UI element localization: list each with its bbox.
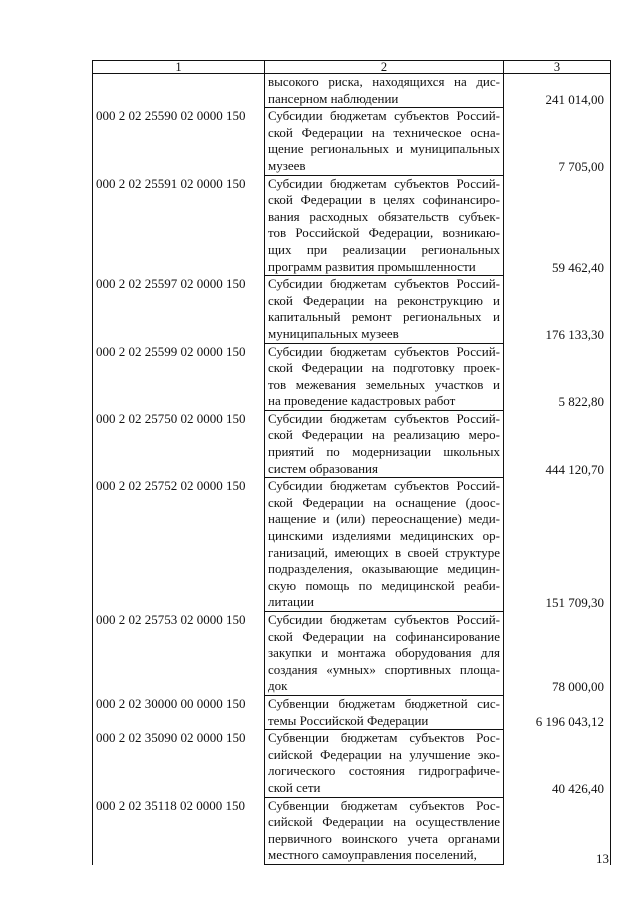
table-row: [93, 612, 611, 696]
income-name-line: местного самоуправления поселений,: [265, 847, 503, 865]
table-row: [93, 411, 611, 478]
income-name-line: создания «умных» спортивных площа-: [268, 661, 500, 677]
income-name: [265, 344, 504, 411]
income-name-line: ганизаций, имеющих в своей структуре: [268, 544, 500, 560]
page-number: 13: [596, 851, 609, 866]
income-name-line: Субсидии бюджетам субъектов Россий-: [268, 108, 500, 124]
table-row: [93, 176, 611, 277]
amount-value: 7 705,00: [504, 108, 611, 175]
income-name-line: тов межевания земельных участков и: [268, 376, 500, 392]
income-name-line: литации: [265, 594, 503, 612]
income-name-line: ской Федерации на реконструкцию и: [268, 292, 500, 308]
income-code: 000 2 02 30000 00 0000 150: [93, 696, 265, 730]
income-name-line: цинскими изделиями медицинских ор-: [268, 528, 500, 544]
amount-value: 59 462,40: [504, 176, 611, 277]
column-header-1: 1: [93, 61, 265, 74]
income-code: 000 2 02 25591 02 0000 150: [93, 176, 265, 277]
income-name-line: сийской Федерации на осуществление: [268, 814, 500, 830]
income-name-line: пансерном наблюдении: [265, 91, 503, 109]
income-code: [93, 74, 265, 109]
income-name-line: щих при реализации региональных: [268, 241, 500, 257]
income-name-line: ской Федерации на оснащение (доос-: [268, 494, 500, 510]
income-name-line: ской Федерации на реализацию меро-: [268, 427, 500, 443]
income-code: 000 2 02 25753 02 0000 150: [93, 612, 265, 696]
income-name: [265, 478, 504, 612]
income-name-line: логического состояния гидрографиче-: [268, 763, 500, 779]
income-name-line: Субвенции бюджетам бюджетной сис-: [268, 695, 500, 711]
table-body: [93, 74, 611, 865]
column-header-2: 2: [265, 61, 504, 74]
income-name-line: ской Федерации в целях софинансиро-: [268, 192, 500, 208]
income-name-line: Субсидии бюджетам субъектов Россий-: [268, 343, 500, 359]
income-name-line: закупки и монтажа оборудования для: [268, 645, 500, 661]
income-code: 000 2 02 25750 02 0000 150: [93, 411, 265, 478]
income-code: 000 2 02 25590 02 0000 150: [93, 108, 265, 175]
table-row: [93, 478, 611, 612]
amount-value: 78 000,00: [504, 612, 611, 696]
amount-value: 5 822,80: [504, 344, 611, 411]
table-row: [93, 798, 611, 865]
table-row: [93, 730, 611, 797]
income-name-line: темы Российской Федерации: [265, 713, 503, 731]
table-row: [93, 74, 611, 109]
table-row: [93, 344, 611, 411]
income-name-line: музеев: [265, 158, 503, 176]
income-name-line: Субсидии бюджетам субъектов Россий-: [268, 276, 500, 292]
income-name: [265, 612, 504, 696]
amount-value: [504, 798, 611, 865]
income-name-line: Субсидии бюджетам субъектов Россий-: [268, 612, 500, 627]
income-name-line: подразделения, оказывающие медицин-: [268, 561, 500, 577]
table-row: [93, 108, 611, 175]
income-code: 000 2 02 35090 02 0000 150: [93, 730, 265, 797]
income-name-line: тов Российской Федерации, возникаю-: [268, 225, 500, 241]
income-name: [265, 108, 504, 175]
income-name-line: ской Федерации на подготовку проек-: [268, 360, 500, 376]
table-row: [93, 276, 611, 343]
income-name-line: Субсидии бюджетам субъектов Россий-: [268, 478, 500, 494]
income-name: [265, 276, 504, 343]
amount-value: 241 014,00: [504, 74, 611, 109]
income-name: [265, 730, 504, 797]
income-name: [265, 411, 504, 478]
income-name-line: ской Федерации на техническое осна-: [268, 124, 500, 140]
income-name-line: муниципальных музеев: [265, 326, 503, 344]
budget-table: [92, 60, 611, 865]
table-header: [93, 61, 611, 74]
income-name-line: Субвенции бюджетам субъектов Рос-: [268, 730, 500, 746]
income-name-line: ской Федерации на софинансирование: [268, 628, 500, 644]
income-name-line: программ развития промышленности: [265, 259, 503, 277]
income-code: 000 2 02 25599 02 0000 150: [93, 344, 265, 411]
amount-value: 176 133,30: [504, 276, 611, 343]
table-row: [93, 696, 611, 730]
income-name-line: на проведение кадастровых работ: [265, 393, 503, 411]
income-name-line: высокого риска, находящихся на дис-: [268, 74, 500, 89]
income-name: [265, 176, 504, 277]
amount-value: 6 196 043,12: [504, 696, 611, 730]
income-name-line: скую помощь по медицинской реаби-: [268, 577, 500, 593]
income-name-line: систем образования: [265, 461, 503, 479]
income-name: [265, 696, 504, 730]
income-name-line: нащение и (или) переоснащение) меди-: [268, 511, 500, 527]
amount-value: 151 709,30: [504, 478, 611, 612]
income-name-line: Субсидии бюджетам субъектов Россий-: [268, 175, 500, 191]
income-name-line: приятий по модернизации школьных: [268, 444, 500, 460]
income-name-line: вания расходных обязательств субъек-: [268, 208, 500, 224]
income-name-line: щение региональных и муниципальных: [268, 141, 500, 157]
income-name-line: Субсидии бюджетам субъектов Россий-: [268, 410, 500, 426]
income-name-line: ской сети: [265, 780, 503, 798]
income-name-line: первичного воинского учета органами: [268, 830, 500, 846]
income-name-line: сийской Федерации на улучшение эко-: [268, 746, 500, 762]
income-name-line: док: [265, 678, 503, 696]
amount-value: 40 426,40: [504, 730, 611, 797]
income-code: 000 2 02 25597 02 0000 150: [93, 276, 265, 343]
income-code: 000 2 02 25752 02 0000 150: [93, 478, 265, 612]
income-code: 000 2 02 35118 02 0000 150: [93, 798, 265, 865]
column-header-3: 3: [504, 61, 611, 74]
income-name-line: капитальный ремонт региональных и: [268, 309, 500, 325]
amount-value: 444 120,70: [504, 411, 611, 478]
income-name: [265, 74, 504, 109]
income-name: [265, 798, 504, 865]
income-name-line: Субвенции бюджетам субъектов Рос-: [268, 797, 500, 813]
